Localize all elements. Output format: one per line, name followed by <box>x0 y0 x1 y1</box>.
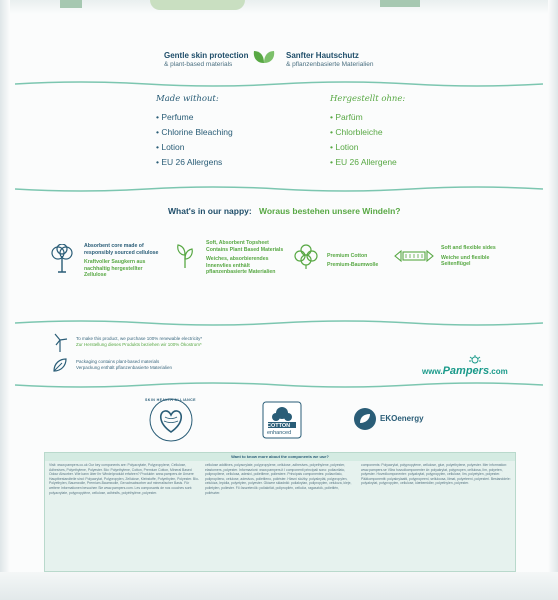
energy-note-de: Zur Herstellung dieses Produkts beziehen wir 100% Ökostrom* <box>76 342 202 347</box>
feature-sides-de: Weiche und flexible Seitenflügel <box>441 254 490 267</box>
list-item: • Parfüm <box>330 110 397 125</box>
feature-topsheet-de: Weiches, absorbierendes Innenvlies enthält pflanzenbasierte Materialien <box>206 256 276 275</box>
pampers-url <box>422 361 508 379</box>
feature-topsheet-en: Soft, Absorbent Topsheet Contains Plant Based Materials <box>206 240 284 253</box>
feature-cellulose-de: Kraftvoller Saugkern aus nachhaltig hergestellter Zellulose <box>84 259 146 278</box>
list-item: • Lotion <box>330 140 397 155</box>
list-item: • EU 26 Allergens <box>156 155 233 170</box>
wave-divider-2 <box>15 184 543 194</box>
cotton-icon <box>293 242 319 275</box>
brand-name: Pampers <box>442 365 490 377</box>
list-item: • Perfume <box>156 110 233 125</box>
feature-cotton-en: Premium Cotton <box>327 253 368 259</box>
hergestellt-ohne-title: Hergestellt ohne: <box>330 94 406 104</box>
feature-sides-en: Soft and flexible sides <box>441 245 496 251</box>
feature-cellulose <box>84 243 164 279</box>
tree-icon <box>50 244 74 279</box>
wind-turbine-icon <box>52 333 68 358</box>
packaging-note-en: Packaging contains plant-based materials <box>76 359 160 364</box>
ingredients-col-3: components: Polyacrylat, polypropylene, cellulose, glue, polyethylene, polyester. Mer information: www.pampers.se Våra huvudkomponenter är: polyakrylat, polypropen, cellulosa, lim, polyeten, polyester. Hovedkomponenter: polyakrylat, polypropylen, cellulose, lim, polyetylen, polyester. Pääkomponentit: polyakrylaatti, polypropeeni, selluloosa, liimat, polyeteeni, polyesteri. Bestanddele: polyakrylat, polypropylen, cellulose, klæbemidler, polyethylen, polyester. <box>361 463 511 486</box>
header-sub-en: & plant-based materials <box>164 61 233 68</box>
pampers-heart-icon <box>468 352 482 370</box>
feature-cotton-de: Premium-Baumwolle <box>327 261 379 268</box>
stretch-icon <box>394 249 434 268</box>
energy-note-en: To make this product, we purchase 100% renewable electricity* <box>76 336 203 341</box>
url-prefix: www. <box>422 367 443 376</box>
top-tab-left <box>60 0 82 8</box>
url-suffix: .com <box>489 367 508 376</box>
feature-sides <box>441 245 505 268</box>
list-item: • EU 26 Allergene <box>330 155 397 170</box>
header-title-en: Gentle skin protection <box>164 51 249 60</box>
top-seal <box>0 0 558 14</box>
feature-cotton <box>327 253 378 268</box>
packaging-note <box>76 359 172 371</box>
ekoenergy-label: EKOenergy <box>380 414 424 423</box>
top-leaf-graphic <box>150 0 245 10</box>
list-item: • Chlorine Bleaching <box>156 125 233 140</box>
energy-note <box>76 336 202 348</box>
cotton-enhanced-label: enhanced <box>267 430 292 436</box>
packaging-leaf-icon <box>52 357 68 378</box>
ekoenergy-leaf-icon <box>353 407 377 436</box>
ingredients-panel <box>44 452 516 572</box>
nappy-title-de: Woraus bestehen unsere Windeln? <box>259 206 401 216</box>
wave-divider-1 <box>15 79 543 89</box>
cotton-coalition-label: COTTON <box>267 423 291 429</box>
bottom-seal <box>0 572 558 600</box>
list-item: • Chlorbleiche <box>330 125 397 140</box>
feature-cellulose-en: Absorbent core made of responsibly sourced cellulose <box>84 243 159 256</box>
top-tab-right <box>380 0 420 7</box>
header-sub-de: & pflanzenbasierte Materialien <box>286 61 374 68</box>
nappy-title-en: What's in our nappy: <box>168 206 252 216</box>
skin-health-label: SKIN HEALTH ALLIANCE <box>145 398 196 402</box>
ingredients-title: Want to know more about the components we use? <box>45 453 515 461</box>
skin-health-alliance-badge <box>148 397 194 448</box>
made-without-list-de <box>330 110 397 170</box>
left-fold <box>0 0 10 600</box>
plant-icon <box>176 243 194 274</box>
made-without-list-en <box>156 110 233 170</box>
feature-topsheet <box>206 240 288 276</box>
list-item: • Lotion <box>156 140 233 155</box>
ingredients-col-2: cellulose additives, polyacrylate, polypropylene, cellulose, adhesives, polyethylene, polyester, elastomers, polyester. Informazioni: www.pampers.it I componenti principali sono: poliacrilato, polipropilene, cellulosa, adesivi, polietilene, poliestere. Principais componentes: poliacrilato, polipropileno, celulose, adesivos, polietileno, poliéster. Hlavní složky: polyakrylát, polypropylen, celulóza, lepidla, polyetylen, polyester. Główne składniki: poliakrylan, polipropylen, celuloza, kleje, polietylen, poliester. Fő összetevők: poliakrilát, polipropilén, cellulóz, ragasztók, polietilén, poliészter. <box>205 463 352 495</box>
leaves-icon <box>252 49 276 65</box>
wave-divider-4 <box>15 380 543 390</box>
packaging-note-de: Verpackung enthält pflanzenbasierte Materialien <box>76 365 173 370</box>
right-fold <box>548 0 558 600</box>
ingredients-col-1: Visit: www.pampers.co.uk Our key components are: Polyacrylate, Polypropylene, Cellulose, Adhesives, Polyethylene, Polyester. Bio: Polyethylene, Cotton, Premium Cotton, Mineral Based Odour Absorber. Wie kann über Ihr Windelprodukt erfahren? Produkte: www.pampers.de Unsere Hauptbestandteile sind: Polyacrylat, Polypropylen, Zellulose, Klebstoffe, Polyethylen, Polyester. Bio-Polyethylen, Baumwolle, Premium-Baumwolle, Geruchsabsorber auf mineralischer Basis. Für weitere Informationen besuchen Sie www.pampers.com. Les composants de nos couches sont: polyacrylate, polypropylène, cellulose, adhésifs, polyéthylène, polyester. <box>49 463 199 495</box>
made-without-title: Made without: <box>156 94 219 104</box>
wave-divider-3 <box>15 318 543 328</box>
header-title-de: Sanfter Hautschutz <box>286 51 359 60</box>
